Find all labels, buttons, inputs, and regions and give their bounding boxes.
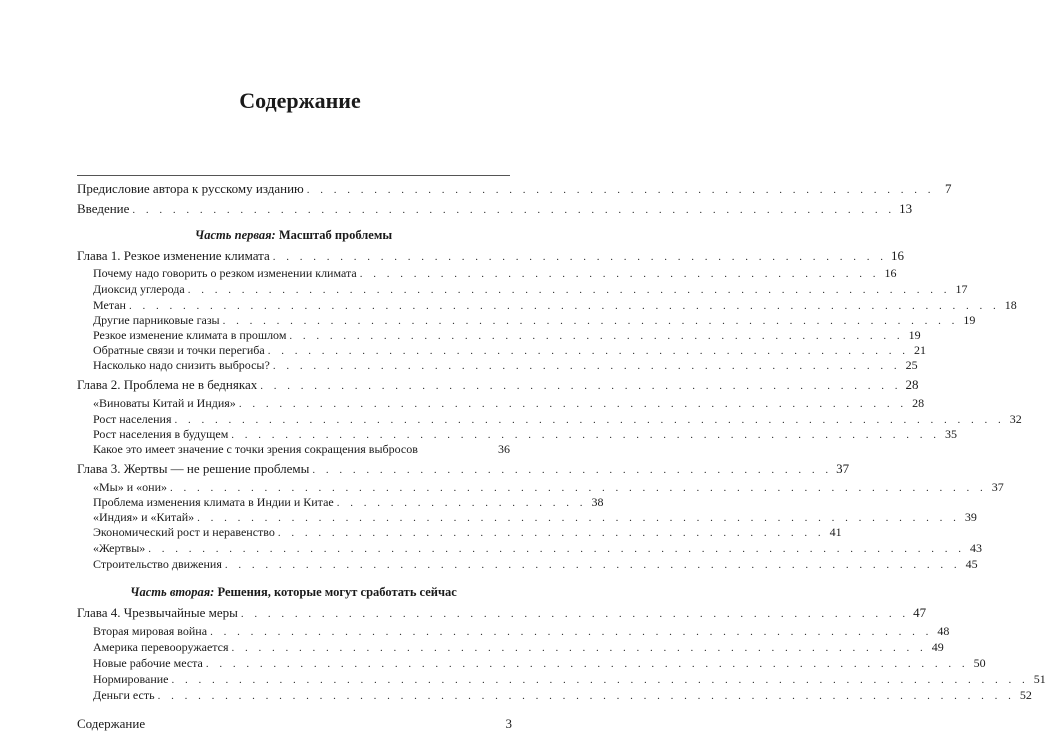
leader-dots: . . . . . . . . . . . . . . . . . . . . . . . . . . . . . . . . . . . . . . . . . . . . . . . . . . . . . . . . .: [197, 512, 960, 524]
toc-section[interactable]: [77, 510, 977, 524]
toc-section[interactable]: [77, 298, 1017, 312]
toc-entry-page: 35: [945, 427, 958, 441]
part-heading-text: Решения, которые могут сработать сейчас: [214, 585, 457, 599]
divider: [77, 175, 510, 176]
toc-entry-label: Новые рабочие места: [93, 656, 203, 670]
toc-entry-page: 32: [1009, 412, 1022, 426]
leader-dots: . . . . . . . . . . . . . . . . . . . . . . . . . . . . . . . . . . . . . . .: [312, 464, 833, 476]
toc-section[interactable]: [77, 282, 968, 296]
leader-dots: . . . . . . . . . . . . . . . . . . . . . . . . . . . . . . . . . . . . . . . . . . . . . . . .: [267, 345, 909, 357]
toc-entry-label: Нормирование: [93, 672, 169, 686]
toc-entry-label: Рост населения в будущем: [93, 427, 229, 441]
toc-entry-page: 18: [1004, 298, 1017, 312]
toc-entry-label: Резкое изменение климата в прошлом: [93, 328, 287, 342]
part-heading-1: [77, 228, 510, 243]
toc-chapter-4[interactable]: [77, 605, 927, 620]
toc-entry-label: «Жертвы»: [93, 541, 146, 555]
toc-section[interactable]: [77, 480, 1004, 494]
toc-entry-page: 50: [973, 656, 986, 670]
toc-section[interactable]: [77, 656, 986, 670]
leader-dots: . . . . . . . . . . . . . . . . . . . . . . . . . . . . . . . . . . . . . . . . . . . . . . .: [306, 184, 935, 196]
leader-dots: . . . . . . . . . . . . . . . . . . . . . . . . . . . . . . . . . . . . . . . . . . . . . .: [272, 251, 887, 263]
leader-dots: . . . . . . . . . . . . . . . . . . . . . . . . . . . . . . . . . . . . . . . . . . . . . . . . . . . . . . .: [222, 315, 959, 327]
leader-dots: . . . . . . . . . . . . . . . . . . . . . . . . . . . . . . . . . . . . . . . . . . . . . . .: [272, 360, 901, 372]
toc-section[interactable]: [77, 541, 983, 555]
leader-dots: . . . . . . . . . . . . . . . . . . . . . . . . . . . . . . . . . . . . . . . . . . . . . . . . . . . . . . . . .: [187, 284, 951, 296]
toc-entry-label: Глава 2. Проблема не в бедняках: [77, 377, 258, 392]
toc-entry-page: 37: [991, 480, 1004, 494]
toc-section[interactable]: [77, 343, 926, 357]
toc-entry-page: 38: [591, 495, 604, 509]
leader-dots: . . . . . . . . . . . . . . . . . . . . . . . . . . . . . . . . . . . . . . .: [359, 268, 880, 280]
leader-dots: . . . . . . . . . . . . . . . . . . . . . . . . . . . . . . . . . . . . . . . . . . . . . .: [289, 330, 904, 342]
toc-entry-page: 25: [905, 358, 918, 372]
toc-entry-label: Америка перевооружается: [93, 640, 229, 654]
toc-entry-preface[interactable]: [77, 181, 952, 196]
toc-entry-page: 28: [912, 396, 925, 410]
toc-entry-label: «Виноваты Китай и Индия»: [93, 396, 236, 410]
toc-entry-page: 39: [964, 510, 977, 524]
page-number: 3: [505, 716, 512, 731]
toc-entry-page: 49: [931, 640, 944, 654]
toc-entry-label: Почему надо говорить о резком изменении климата: [93, 266, 357, 280]
toc-entry-label: Вторая мировая война: [93, 624, 208, 638]
toc-entry-label: Экономический рост и неравенство: [93, 525, 275, 539]
toc-entry-label: Диоксид углерода: [93, 282, 185, 296]
toc-entry-label: Другие парниковые газы: [93, 313, 220, 327]
leader-dots: . . . . . . . . . . . . . . . . . . . . . . . . . . . . . . . . . . . . . . . . . . . . . . . .: [260, 380, 902, 392]
toc-section[interactable]: [77, 328, 921, 342]
toc-entry-label: Строительство движения: [93, 557, 222, 571]
toc-entry-label: Глава 4. Чрезвычайные меры: [77, 605, 238, 620]
leader-dots: . . . . . . . . . . . . . . . . . . . . . . . . . . . . . . . . . . . . . . . . . . . . . . . . . . . . . . .: [224, 559, 961, 571]
leader-dots: . . . . . . . . . . . . . . . . . . . . . . . . . . . . . . . . . . . . . . . . . . . . . . . . . . . . . . . . . . . . .: [170, 482, 987, 494]
toc-entry-page: 16: [884, 266, 897, 280]
toc-entry-label: «Мы» и «они»: [93, 480, 167, 494]
leader-dots: . . . . . . . . . . . . . . . . . . . . . . . . . . . . . . . . . . . . . . . . . . . . . . . . . . . . . . . . . . . . . . . . .: [128, 300, 1000, 312]
toc-entry-page: 37: [836, 461, 850, 476]
toc-section[interactable]: [77, 358, 918, 372]
toc-section[interactable]: [77, 672, 1046, 686]
leader-dots: . . . . . . . . . . . . . . . . . . . . . . . . . . . . . . . . . . . . . . . . . . . . . . . . . . . . . . . . . . . . . .: [174, 414, 1005, 426]
toc-section[interactable]: [77, 442, 510, 456]
toc-entry-page: 43: [970, 541, 983, 555]
leader-dots: . . . . . . . . . . . . . . . . . . . . . . . . . . . . . . . . . . . . . . . . . . . . . . . . . .: [238, 398, 908, 410]
leader-dots: . . . . . . . . . . . . . . . . . . . . . . . . . . . . . . . . . . . . . . . . . . . . . . . . . . . . .: [231, 429, 941, 441]
leader-dots: . . . . . . . . . . . . . . . . . . . . . . . . . . . . . . . . . . . . . . . . . . . . . . . . . . . . . . . . . . . . . . . .: [171, 674, 1029, 686]
toc-section[interactable]: [77, 640, 944, 654]
toc-entry-page: 19: [963, 313, 976, 327]
leader-dots: . . . . . . . . . . . . . . . . . . . . . . . . . . . . . . . . . . . . . . . . . . . . . . . . . . . . . .: [210, 626, 933, 638]
toc-chapter-2[interactable]: [77, 377, 919, 392]
toc-entry-page: 13: [899, 201, 913, 216]
toc-section[interactable]: [77, 266, 897, 280]
toc-entry-label: Глава 3. Жертвы — не решение проблемы: [77, 461, 310, 476]
toc-entry-label: Насколько надо снизить выбросы?: [93, 358, 270, 372]
toc-entry-page: 16: [891, 248, 904, 263]
leader-dots: . . . . . . . . . . . . . . . . . . .: [336, 497, 587, 509]
toc-section[interactable]: [77, 495, 604, 509]
leader-dots: . . . . . . . . . . . . . . . . . . . . . . . . . . . . . . . . . . . . . . . . . . . . . . . . . .: [240, 608, 910, 620]
leader-dots: . . . . . . . . . . . . . . . . . . . . . . . . . . . . . . . . . . . . . . . . . . . . . . . . . . . .: [231, 642, 927, 654]
toc-entry-label: Глава 1. Резкое изменение климата: [77, 248, 270, 263]
toc-entry-label: Введение: [77, 201, 130, 216]
toc-section[interactable]: [77, 313, 976, 327]
toc-entry-label: Обратные связи и точки перегиба: [93, 343, 265, 357]
toc-entry-label: Проблема изменения климата в Индии и Китае: [93, 495, 334, 509]
part-heading-2: [77, 585, 510, 600]
toc-entry-page: 28: [905, 377, 919, 392]
toc-entry-page: 52: [1019, 688, 1032, 702]
toc-entry-label: Рост населения: [93, 412, 172, 426]
toc-entry-label: Метан: [93, 298, 126, 312]
leader-dots: . . . . . . . . . . . . . . . . . . . . . . . . . . . . . . . . . . . . . . . . . . . . . . . . . . . . . . . . . . . . .: [148, 543, 966, 555]
toc-section[interactable]: [77, 412, 1022, 426]
toc-entry-page: 47: [913, 605, 927, 620]
part-heading-italic: Часть первая:: [194, 228, 276, 242]
leader-dots: . . . . . . . . . . . . . . . . . . . . . . . . . . . . . . . . . . . . . . . . . . . . . . . . . . . . . . . . .: [205, 658, 969, 670]
toc-entry-page: 45: [965, 557, 978, 571]
toc-section[interactable]: [77, 396, 925, 410]
toc-chapter-3[interactable]: [77, 461, 850, 476]
page-title: Содержание: [239, 88, 361, 113]
toc-section[interactable]: [77, 525, 842, 539]
toc-entry-page: 19: [908, 328, 921, 342]
leader-dots: . . . . . . . . . . . . . . . . . . . . . . . . . . . . . . . . . . . . . . . . .: [277, 527, 825, 539]
part-heading-italic: Часть вторая:: [130, 585, 215, 599]
toc-entry-page: 21: [913, 343, 926, 357]
toc-entry-label: Какое это имеет значение с точки зрения сокращения выбросов: [93, 442, 418, 456]
leader-dots: . . . . . . . . . . . . . . . . . . . . . . . . . . . . . . . . . . . . . . . . . . . . . . . . . . . . . . . . . . . . . . . .: [157, 690, 1015, 702]
toc-entry-label: «Индия» и «Китай»: [93, 510, 195, 524]
toc-entry-introduction[interactable]: [77, 201, 913, 216]
toc-entry-page: 41: [829, 525, 842, 539]
toc-entry-label: Предисловие автора к русскому изданию: [77, 181, 304, 196]
toc-entry-page: 17: [955, 282, 968, 296]
toc-section[interactable]: [77, 427, 958, 441]
toc-entry-page: 48: [937, 624, 950, 638]
part-heading-text: Масштаб проблемы: [275, 228, 393, 242]
toc-section[interactable]: [77, 557, 978, 571]
toc-section[interactable]: [77, 624, 950, 638]
leader-dots: . . . . . . . . . . . . . . . . . . . . . . . . . . . . . . . . . . . . . . . . . . . . . . . . . . . . . . . . .: [132, 204, 896, 216]
toc-entry-page: 7: [944, 181, 952, 196]
toc-chapter-1[interactable]: [77, 248, 904, 263]
toc-entry-page: 51: [1033, 672, 1046, 686]
toc-entry-label: Деньги есть: [93, 688, 155, 702]
toc-entry-page: 36: [498, 442, 510, 456]
running-footer: Содержание: [77, 716, 146, 731]
